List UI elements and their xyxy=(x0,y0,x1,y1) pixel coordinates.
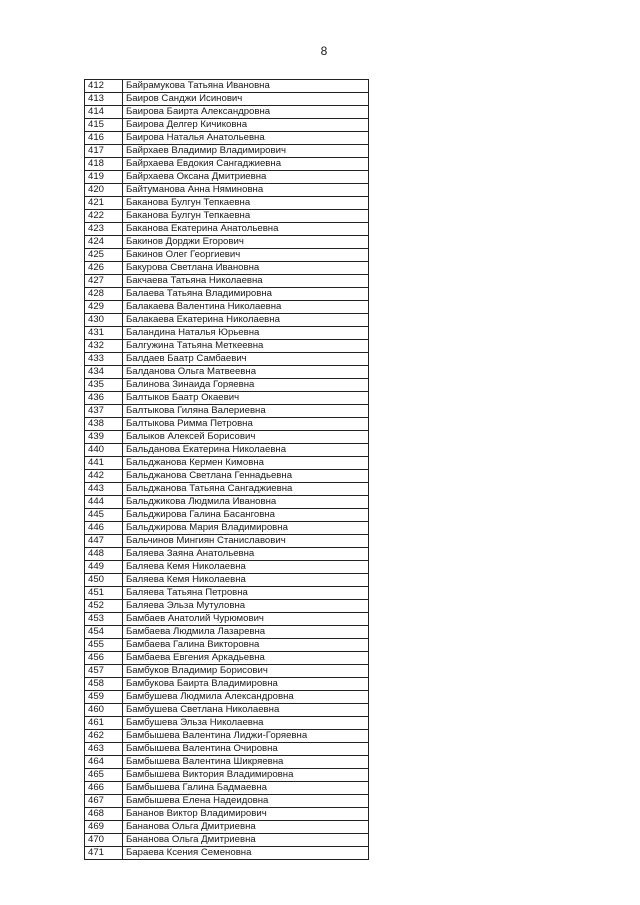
person-name: Баляева Татьяна Петровна xyxy=(123,587,369,600)
row-number: 464 xyxy=(85,756,123,769)
table-row xyxy=(85,847,369,860)
table-row xyxy=(85,834,369,847)
row-number: 433 xyxy=(85,353,123,366)
table-row xyxy=(85,145,369,158)
table-row xyxy=(85,106,369,119)
person-name: Баирова Делгер Кичиковна xyxy=(123,119,369,132)
person-name: Бальданова Екатерина Николаевна xyxy=(123,444,369,457)
row-number: 455 xyxy=(85,639,123,652)
person-name: Балданова Ольга Матвеевна xyxy=(123,366,369,379)
row-number: 439 xyxy=(85,431,123,444)
person-name: Бамбышева Валентина Лиджи-Горяевна xyxy=(123,730,369,743)
row-number: 424 xyxy=(85,236,123,249)
person-name: Баирова Баирта Александровна xyxy=(123,106,369,119)
table-row xyxy=(85,665,369,678)
person-name: Бальджирова Галина Басанговна xyxy=(123,509,369,522)
row-number: 445 xyxy=(85,509,123,522)
person-name: Балакаева Екатерина Николаевна xyxy=(123,314,369,327)
names-table-body xyxy=(85,80,369,860)
row-number: 437 xyxy=(85,405,123,418)
person-name: Бамбушева Эльза Николаевна xyxy=(123,717,369,730)
person-name: Балтыкова Римма Петровна xyxy=(123,418,369,431)
row-number: 460 xyxy=(85,704,123,717)
person-name: Балаева Татьяна Владимировна xyxy=(123,288,369,301)
row-number: 436 xyxy=(85,392,123,405)
table-row xyxy=(85,678,369,691)
row-number: 458 xyxy=(85,678,123,691)
person-name: Баканова Булгун Тепкаевна xyxy=(123,197,369,210)
row-number: 419 xyxy=(85,171,123,184)
person-name: Бамбышева Валентина Очировна xyxy=(123,743,369,756)
person-name: Бамбушева Светлана Николаевна xyxy=(123,704,369,717)
person-name: Баляева Эльза Мутуловна xyxy=(123,600,369,613)
person-name: Бараева Ксения Семеновна xyxy=(123,847,369,860)
table-row xyxy=(85,132,369,145)
table-row xyxy=(85,600,369,613)
table-row xyxy=(85,379,369,392)
person-name: Баляева Кемя Николаевна xyxy=(123,561,369,574)
row-number: 470 xyxy=(85,834,123,847)
row-number: 429 xyxy=(85,301,123,314)
table-row xyxy=(85,301,369,314)
person-name: Бамбуков Владимир Борисович xyxy=(123,665,369,678)
table-row xyxy=(85,80,369,93)
person-name: Бамбаева Евгения Аркадьевна xyxy=(123,652,369,665)
row-number: 453 xyxy=(85,613,123,626)
row-number: 432 xyxy=(85,340,123,353)
table-row xyxy=(85,535,369,548)
person-name: Балыков Алексей Борисович xyxy=(123,431,369,444)
table-row xyxy=(85,171,369,184)
row-number: 459 xyxy=(85,691,123,704)
row-number: 457 xyxy=(85,665,123,678)
row-number: 454 xyxy=(85,626,123,639)
person-name: Бакинов Олег Георгиевич xyxy=(123,249,369,262)
person-name: Бальджанова Татьяна Сангаджиевна xyxy=(123,483,369,496)
table-row xyxy=(85,457,369,470)
person-name: Бакурова Светлана Ивановна xyxy=(123,262,369,275)
row-number: 447 xyxy=(85,535,123,548)
row-number: 465 xyxy=(85,769,123,782)
row-number: 415 xyxy=(85,119,123,132)
table-row xyxy=(85,184,369,197)
table-row xyxy=(85,470,369,483)
row-number: 418 xyxy=(85,158,123,171)
person-name: Бальджанова Кермен Кимовна xyxy=(123,457,369,470)
row-number: 412 xyxy=(85,80,123,93)
table-row xyxy=(85,821,369,834)
person-name: Бамбышева Елена Надеидовна xyxy=(123,795,369,808)
table-row xyxy=(85,782,369,795)
table-row xyxy=(85,340,369,353)
row-number: 425 xyxy=(85,249,123,262)
person-name: Бамбаев Анатолий Чурюмович xyxy=(123,613,369,626)
row-number: 443 xyxy=(85,483,123,496)
person-name: Бамбукова Баирта Владимировна xyxy=(123,678,369,691)
person-name: Байрхаева Оксана Дмитриевна xyxy=(123,171,369,184)
person-name: Бамбышева Виктория Владимировна xyxy=(123,769,369,782)
table-row xyxy=(85,613,369,626)
table-row xyxy=(85,639,369,652)
row-number: 428 xyxy=(85,288,123,301)
row-number: 462 xyxy=(85,730,123,743)
table-row xyxy=(85,743,369,756)
person-name: Баляева Кемя Николаевна xyxy=(123,574,369,587)
person-name: Балинова Зинаида Горяевна xyxy=(123,379,369,392)
person-name: Балтыков Баатр Окаевич xyxy=(123,392,369,405)
person-name: Баирова Наталья Анатольевна xyxy=(123,132,369,145)
person-name: Баканова Булгун Тепкаевна xyxy=(123,210,369,223)
person-name: Баляева Заяна Анатольевна xyxy=(123,548,369,561)
person-name: Балакаева Валентина Николаевна xyxy=(123,301,369,314)
person-name: Баландина Наталья Юрьевна xyxy=(123,327,369,340)
row-number: 446 xyxy=(85,522,123,535)
person-name: Байрамукова Татьяна Ивановна xyxy=(123,80,369,93)
table-row xyxy=(85,730,369,743)
row-number: 468 xyxy=(85,808,123,821)
table-row xyxy=(85,561,369,574)
table-row xyxy=(85,236,369,249)
person-name: Бамбышева Валентина Шикряевна xyxy=(123,756,369,769)
table-row xyxy=(85,392,369,405)
person-name: Бананова Ольга Дмитриевна xyxy=(123,834,369,847)
table-row xyxy=(85,691,369,704)
table-row xyxy=(85,769,369,782)
person-name: Бамбушева Людмила Александровна xyxy=(123,691,369,704)
table-row xyxy=(85,548,369,561)
row-number: 451 xyxy=(85,587,123,600)
table-row xyxy=(85,249,369,262)
row-number: 422 xyxy=(85,210,123,223)
table-row xyxy=(85,795,369,808)
table-row xyxy=(85,366,369,379)
table-row xyxy=(85,223,369,236)
row-number: 426 xyxy=(85,262,123,275)
page-number: 8 xyxy=(320,44,328,58)
row-number: 466 xyxy=(85,782,123,795)
table-row xyxy=(85,353,369,366)
row-number: 427 xyxy=(85,275,123,288)
person-name: Бальджирова Мария Владимировна xyxy=(123,522,369,535)
person-name: Бальчинов Мингиян Станиславович xyxy=(123,535,369,548)
person-name: Баканова Екатерина Анатольевна xyxy=(123,223,369,236)
row-number: 438 xyxy=(85,418,123,431)
row-number: 413 xyxy=(85,93,123,106)
person-name: Баиров Санджи Исинович xyxy=(123,93,369,106)
names-table xyxy=(84,79,369,860)
table-row xyxy=(85,522,369,535)
table-row xyxy=(85,431,369,444)
person-name: Байрхаев Владимир Владимирович xyxy=(123,145,369,158)
table-row xyxy=(85,717,369,730)
person-name: Бананова Ольга Дмитриевна xyxy=(123,821,369,834)
table-row xyxy=(85,652,369,665)
person-name: Балгужина Татьяна Меткеевна xyxy=(123,340,369,353)
row-number: 440 xyxy=(85,444,123,457)
person-name: Бальджикова Людмила Ивановна xyxy=(123,496,369,509)
row-number: 430 xyxy=(85,314,123,327)
row-number: 467 xyxy=(85,795,123,808)
row-number: 441 xyxy=(85,457,123,470)
person-name: Бамбышева Галина Бадмаевна xyxy=(123,782,369,795)
table-row xyxy=(85,158,369,171)
row-number: 434 xyxy=(85,366,123,379)
table-row xyxy=(85,756,369,769)
row-number: 442 xyxy=(85,470,123,483)
row-number: 416 xyxy=(85,132,123,145)
row-number: 461 xyxy=(85,717,123,730)
row-number: 456 xyxy=(85,652,123,665)
row-number: 448 xyxy=(85,548,123,561)
row-number: 414 xyxy=(85,106,123,119)
table-row xyxy=(85,210,369,223)
row-number: 435 xyxy=(85,379,123,392)
table-row xyxy=(85,808,369,821)
row-number: 463 xyxy=(85,743,123,756)
table-row xyxy=(85,587,369,600)
person-name: Бакчаева Татьяна Николаевна xyxy=(123,275,369,288)
row-number: 417 xyxy=(85,145,123,158)
table-row xyxy=(85,288,369,301)
row-number: 452 xyxy=(85,600,123,613)
person-name: Бананов Виктор Владимирович xyxy=(123,808,369,821)
table-row xyxy=(85,119,369,132)
table-row xyxy=(85,262,369,275)
table-row xyxy=(85,509,369,522)
table-row xyxy=(85,444,369,457)
row-number: 450 xyxy=(85,574,123,587)
person-name: Байтуманова Анна Няминовна xyxy=(123,184,369,197)
row-number: 420 xyxy=(85,184,123,197)
person-name: Балдаев Баатр Самбаевич xyxy=(123,353,369,366)
person-name: Балтыкова Гиляна Валериевна xyxy=(123,405,369,418)
table-row xyxy=(85,327,369,340)
person-name: Бамбаева Людмила Лазаревна xyxy=(123,626,369,639)
table-row xyxy=(85,704,369,717)
person-name: Бальджанова Светлана Геннадьевна xyxy=(123,470,369,483)
table-row xyxy=(85,405,369,418)
row-number: 431 xyxy=(85,327,123,340)
table-row xyxy=(85,483,369,496)
row-number: 469 xyxy=(85,821,123,834)
table-row xyxy=(85,93,369,106)
table-row xyxy=(85,197,369,210)
table-row xyxy=(85,418,369,431)
table-row xyxy=(85,574,369,587)
person-name: Бакинов Дорджи Егорович xyxy=(123,236,369,249)
person-name: Байрхаева Евдокия Сангаджиевна xyxy=(123,158,369,171)
table-row xyxy=(85,314,369,327)
table-row xyxy=(85,496,369,509)
row-number: 449 xyxy=(85,561,123,574)
table-row xyxy=(85,626,369,639)
row-number: 471 xyxy=(85,847,123,860)
person-name: Бамбаева Галина Викторовна xyxy=(123,639,369,652)
table-row xyxy=(85,275,369,288)
row-number: 444 xyxy=(85,496,123,509)
row-number: 423 xyxy=(85,223,123,236)
row-number: 421 xyxy=(85,197,123,210)
